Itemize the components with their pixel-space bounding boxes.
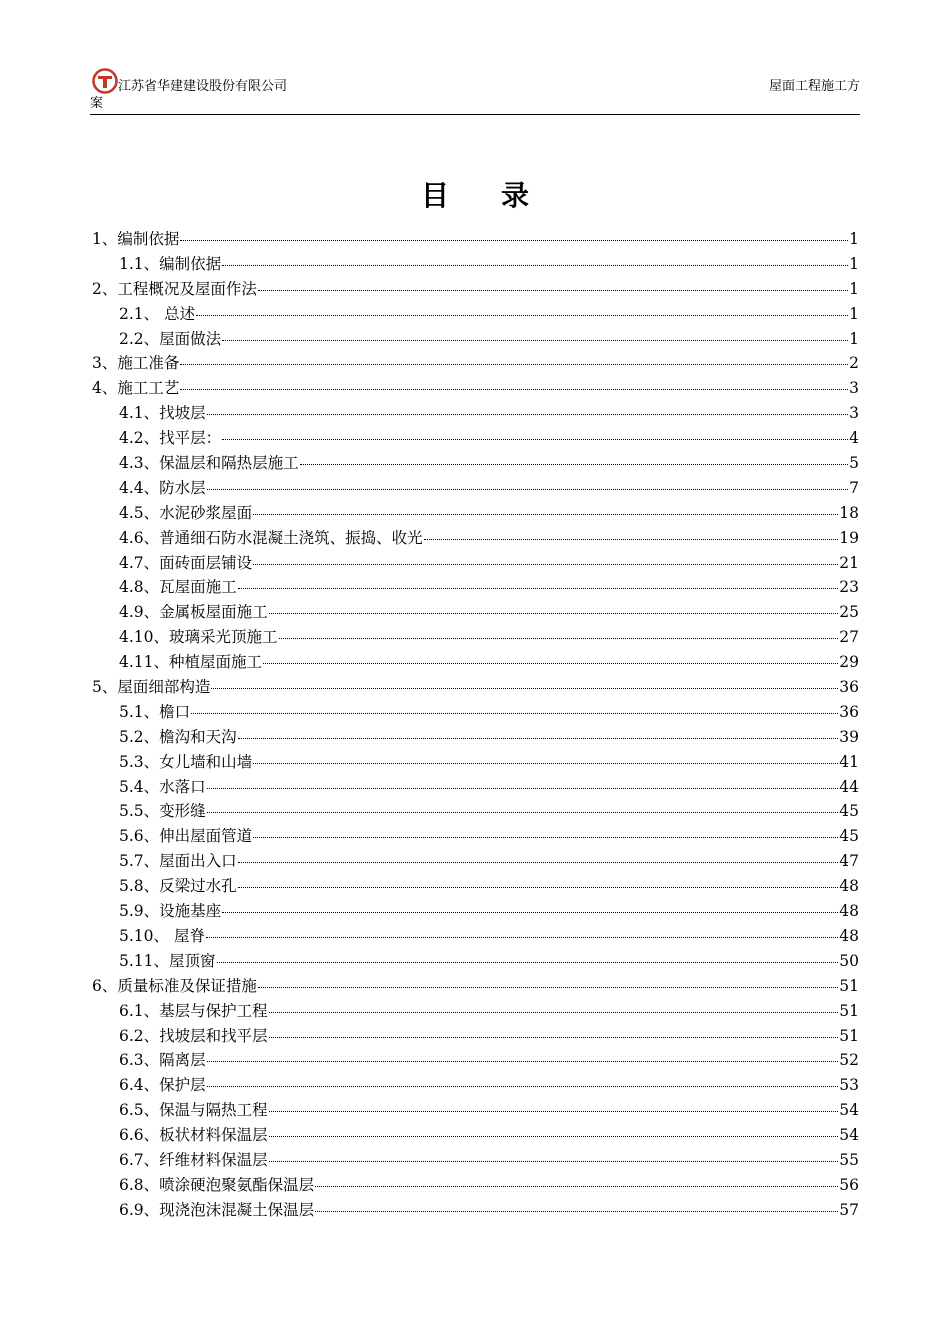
toc-entry-label: 5.10、 屋脊 xyxy=(119,926,205,945)
toc-entry-page-number: 57 xyxy=(839,1200,859,1219)
toc-entry[interactable] xyxy=(92,625,859,650)
toc-entry-page-number: 41 xyxy=(839,752,859,771)
toc-dot-leader xyxy=(211,688,838,689)
toc-entry-label: 5.8、反梁过水孔 xyxy=(119,877,237,896)
toc-dot-leader xyxy=(424,539,839,540)
toc-entry-page-number: 25 xyxy=(839,603,859,622)
toc-entry-label: 6.3、隔离层 xyxy=(119,1051,206,1070)
toc-dot-leader xyxy=(222,439,848,440)
toc-entry-page-number: 18 xyxy=(839,503,859,522)
toc-entry[interactable] xyxy=(92,999,859,1024)
toc-entry[interactable] xyxy=(92,824,859,849)
toc-dot-leader xyxy=(258,290,848,291)
toc-entry[interactable] xyxy=(92,252,859,277)
toc-entry-label: 1.1、编制依据 xyxy=(119,254,222,273)
toc-entry-page-number: 53 xyxy=(839,1076,859,1095)
toc-title: 目录 xyxy=(420,179,581,212)
toc-dot-leader xyxy=(238,588,839,589)
toc-entry[interactable] xyxy=(92,1024,859,1049)
toc-entry-page-number: 55 xyxy=(839,1150,859,1169)
toc-entry-label: 4.7、面砖面层铺设 xyxy=(119,553,253,572)
toc-entry-page-number: 1 xyxy=(849,230,859,248)
toc-entry-page-number: 5 xyxy=(849,454,859,473)
toc-dot-leader xyxy=(207,489,848,490)
toc-entry[interactable] xyxy=(92,874,859,899)
toc-dot-leader xyxy=(238,862,839,863)
toc-entry[interactable] xyxy=(92,725,859,750)
toc-dot-leader xyxy=(269,1012,839,1013)
toc-entry-label: 2.2、屋面做法 xyxy=(119,329,222,348)
toc-entry-label: 5.11、屋顶窗 xyxy=(119,951,216,970)
toc-entry-label: 2.1、 总述 xyxy=(119,304,196,323)
toc-entry-label: 5.7、屋面出入口 xyxy=(119,852,237,871)
toc-entry[interactable] xyxy=(92,924,859,949)
toc-entry-page-number: 45 xyxy=(839,802,859,821)
toc-entry[interactable] xyxy=(92,376,859,401)
toc-entry-label: 4.9、金属板屋面施工 xyxy=(119,603,268,622)
toc-entry[interactable] xyxy=(92,1098,859,1123)
toc-entry-label: 4.5、水泥砂浆屋面 xyxy=(119,503,253,522)
toc-entry-page-number: 36 xyxy=(839,702,859,721)
toc-entry[interactable] xyxy=(92,227,859,252)
toc-entry-page-number: 29 xyxy=(839,653,859,672)
toc-dot-leader xyxy=(238,738,839,739)
toc-entry-page-number: 50 xyxy=(839,951,859,970)
toc-entry-label: 5.5、变形缝 xyxy=(119,802,206,821)
toc-entry-page-number: 27 xyxy=(839,628,859,647)
toc-entry-page-number: 1 xyxy=(849,254,859,273)
toc-entry-label: 6.4、保护层 xyxy=(119,1076,206,1095)
toc-dot-leader xyxy=(222,265,848,266)
toc-entry[interactable] xyxy=(92,650,859,675)
toc-entry-page-number: 56 xyxy=(839,1175,859,1194)
company-name: 江苏省华建建设股份有限公司 xyxy=(118,79,288,94)
toc-entry[interactable] xyxy=(92,775,859,800)
toc-entry[interactable] xyxy=(92,1073,859,1098)
toc-entry-page-number: 44 xyxy=(839,777,859,796)
toc-dot-leader xyxy=(269,1037,839,1038)
toc-entry-page-number: 48 xyxy=(839,902,859,921)
toc-entry-label: 4.11、种植屋面施工 xyxy=(119,653,263,672)
toc-dot-leader xyxy=(191,713,838,714)
toc-entry[interactable] xyxy=(92,501,859,526)
toc-entry-label: 4、施工工艺 xyxy=(92,379,180,398)
toc-dot-leader xyxy=(253,837,838,838)
toc-entry-label: 5.6、伸出屋面管道 xyxy=(119,827,253,846)
toc-dot-leader xyxy=(253,564,838,565)
toc-entry[interactable] xyxy=(92,302,859,327)
toc-dot-leader xyxy=(269,1111,839,1112)
toc-entry-page-number: 3 xyxy=(849,379,859,398)
toc-entry-page-number: 36 xyxy=(839,678,859,697)
toc-entry[interactable] xyxy=(92,575,859,600)
toc-dot-leader xyxy=(238,887,839,888)
toc-entry-label: 6.7、纤维材料保温层 xyxy=(119,1150,268,1169)
company-logo-icon xyxy=(92,68,118,94)
toc-dot-leader xyxy=(253,514,838,515)
toc-entry-page-number: 1 xyxy=(849,329,859,348)
toc-dot-leader xyxy=(217,962,839,963)
document-title: 屋面工程施工方 xyxy=(768,79,860,94)
toc-entry-page-number: 2 xyxy=(849,354,859,373)
toc-dot-leader xyxy=(180,389,848,390)
toc-dot-leader xyxy=(253,763,838,764)
toc-entry[interactable] xyxy=(92,700,859,725)
toc-entry[interactable] xyxy=(92,600,859,625)
toc-entry-page-number: 54 xyxy=(839,1101,859,1120)
toc-entry-label: 5.3、女儿墙和山墙 xyxy=(119,752,253,771)
toc-entry-page-number: 19 xyxy=(839,528,859,547)
toc-entry[interactable] xyxy=(92,799,859,824)
document-title-continuation: 案 xyxy=(90,96,104,111)
toc-entry-label: 6.8、喷涂硬泡聚氨酯保温层 xyxy=(119,1175,315,1194)
toc-entry-page-number: 51 xyxy=(839,976,859,995)
toc-entry-label: 6.5、保温与隔热工程 xyxy=(119,1101,268,1120)
toc-entry[interactable] xyxy=(92,1123,859,1148)
toc-entry[interactable] xyxy=(92,426,859,451)
toc-entry-page-number: 47 xyxy=(839,852,859,871)
toc-entry[interactable] xyxy=(92,750,859,775)
toc-entry-page-number: 23 xyxy=(839,578,859,597)
toc-entry-label: 5.9、设施基座 xyxy=(119,902,222,921)
toc-dot-leader xyxy=(263,663,838,664)
toc-entry-page-number: 45 xyxy=(839,827,859,846)
toc-dot-leader xyxy=(269,1136,839,1137)
toc-entry-label: 6.2、找坡层和找平层 xyxy=(119,1026,268,1045)
toc-entry[interactable] xyxy=(92,351,859,376)
toc-entry-label: 1、编制依据 xyxy=(92,230,180,248)
toc-entry-label: 5、屋面细部构造 xyxy=(92,678,211,697)
toc-dot-leader xyxy=(207,1086,839,1087)
toc-entry-label: 6.9、现浇泡沫混凝土保温层 xyxy=(119,1200,315,1219)
toc-entry[interactable] xyxy=(92,974,859,999)
toc-entry[interactable] xyxy=(92,401,859,426)
toc-entry[interactable] xyxy=(92,1048,859,1073)
toc-entry[interactable] xyxy=(92,551,859,576)
toc-dot-leader xyxy=(222,912,838,913)
toc-dot-leader xyxy=(300,464,848,465)
toc-entry[interactable] xyxy=(92,1173,859,1198)
toc-entry-label: 6.6、板状材料保温层 xyxy=(119,1126,268,1145)
toc-entry-page-number: 54 xyxy=(839,1126,859,1145)
toc-entry-page-number: 52 xyxy=(839,1051,859,1070)
toc-entry-page-number: 1 xyxy=(849,304,859,323)
toc-dot-leader xyxy=(269,1161,839,1162)
toc-entry[interactable] xyxy=(92,849,859,874)
toc-entry-page-number: 48 xyxy=(839,926,859,945)
toc-dot-leader xyxy=(207,788,839,789)
toc-entry-page-number: 7 xyxy=(849,478,859,497)
toc-dot-leader xyxy=(258,987,838,988)
toc-entry-label: 6.1、基层与保护工程 xyxy=(119,1001,268,1020)
page-header xyxy=(90,68,860,115)
table-of-contents xyxy=(92,227,859,1223)
toc-entry-label: 4.8、瓦屋面施工 xyxy=(119,578,237,597)
toc-entry-page-number: 51 xyxy=(839,1001,859,1020)
toc-entry-page-number: 51 xyxy=(839,1026,859,1045)
toc-entry[interactable] xyxy=(92,277,859,302)
toc-entry-label: 4.6、普通细石防水混凝土浇筑、振捣、收光 xyxy=(119,528,423,547)
toc-entry-label: 3、施工准备 xyxy=(92,354,180,373)
toc-entry-label: 5.1、檐口 xyxy=(119,702,191,721)
toc-entry[interactable] xyxy=(92,675,859,700)
toc-entry-label: 4.10、玻璃采光顶施工 xyxy=(119,628,278,647)
toc-dot-leader xyxy=(269,613,839,614)
toc-entry[interactable] xyxy=(92,1198,859,1223)
toc-entry[interactable] xyxy=(92,526,859,551)
toc-entry[interactable] xyxy=(92,476,859,501)
toc-dot-leader xyxy=(279,638,839,639)
toc-entry-label: 4.4、防水层 xyxy=(119,478,206,497)
toc-entry-label: 6、质量标准及保证措施 xyxy=(92,976,257,995)
toc-entry[interactable] xyxy=(92,1148,859,1173)
toc-dot-leader xyxy=(207,1061,839,1062)
toc-dot-leader xyxy=(180,240,848,241)
toc-entry-label: 4.2、找平层： xyxy=(119,429,222,448)
toc-dot-leader xyxy=(222,340,848,341)
toc-dot-leader xyxy=(207,414,848,415)
toc-entry[interactable] xyxy=(92,327,859,352)
toc-dot-leader xyxy=(207,812,839,813)
toc-entry-page-number: 4 xyxy=(849,429,859,448)
toc-entry-page-number: 39 xyxy=(839,727,859,746)
toc-dot-leader xyxy=(180,364,848,365)
toc-entry-label: 5.2、檐沟和天沟 xyxy=(119,727,237,746)
toc-entry-label: 4.3、保温层和隔热层施工 xyxy=(119,454,299,473)
toc-dot-leader xyxy=(315,1211,838,1212)
toc-entry-label: 4.1、找坡层 xyxy=(119,404,206,423)
toc-dot-leader xyxy=(315,1186,838,1187)
toc-dot-leader xyxy=(196,315,848,316)
toc-entry[interactable] xyxy=(92,451,859,476)
toc-entry-label: 5.4、水落口 xyxy=(119,777,206,796)
toc-entry-page-number: 1 xyxy=(849,279,859,298)
toc-entry-page-number: 21 xyxy=(839,553,859,572)
toc-entry-page-number: 3 xyxy=(849,404,859,423)
toc-entry-label: 2、工程概况及屋面作法 xyxy=(92,279,257,298)
toc-dot-leader xyxy=(206,937,838,938)
toc-entry-page-number: 48 xyxy=(839,877,859,896)
toc-entry[interactable] xyxy=(92,949,859,974)
toc-entry[interactable] xyxy=(92,899,859,924)
